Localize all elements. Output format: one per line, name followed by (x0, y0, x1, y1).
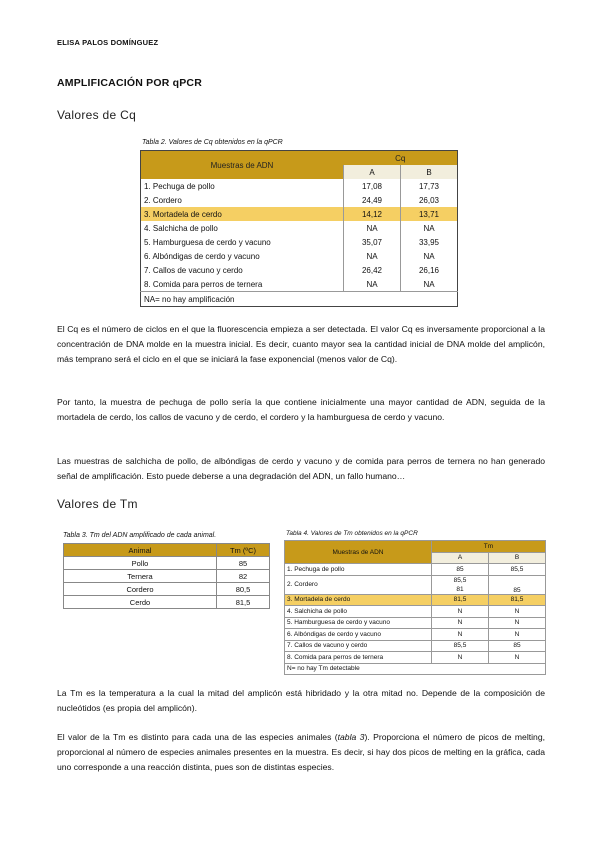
tm-b: 85,5 (489, 564, 546, 576)
table-row (285, 652, 546, 664)
tm-animal-table (63, 543, 270, 609)
sample-name: 7. Callos de vacuno y cerdo (285, 640, 432, 652)
sample-name: 4. Salchicha de pollo (144, 223, 218, 233)
cq-a: 14,12 (344, 207, 401, 221)
cq-a: 26,42 (344, 263, 401, 277)
tm-a: 85 (432, 564, 489, 576)
table-row (285, 575, 546, 594)
animal-name: Ternera (64, 570, 217, 583)
cq-table-sample-header: Muestras de ADN (141, 151, 344, 180)
tm-heading: Valores de Tm (57, 497, 138, 511)
cq-b: 13,71 (401, 207, 458, 221)
tm-a: N (432, 652, 489, 664)
sample-name: 5. Hamburguesa de cerdo y vacuno (144, 237, 271, 247)
table-row (141, 179, 458, 193)
tm-table-group-header: Tm (432, 541, 546, 553)
tm-a-peak-2: 81 (456, 585, 464, 593)
tm-a-peak-1: 85,5 (453, 576, 467, 584)
animal-tm: 81,5 (217, 596, 270, 609)
tm-b: N (489, 617, 546, 629)
animal-tm: 80,5 (217, 583, 270, 596)
tm-table-col-a: A (432, 552, 489, 564)
sample-name: 7. Callos de vacuno y cerdo (144, 265, 243, 275)
tm-table-col-b: B (489, 552, 546, 564)
author-name: ELISA PALOS DOMÍNGUEZ (57, 38, 159, 47)
tm-b: N (489, 606, 546, 618)
table-row (285, 564, 546, 576)
sample-name: 3. Mortadela de cerdo (144, 209, 222, 219)
sample-name: 4. Salchicha de pollo (285, 606, 432, 618)
sample-name: 2. Cordero (285, 575, 432, 594)
table-row (64, 596, 270, 609)
sample-name: 8. Comida para perros de ternera (285, 652, 432, 664)
table-row (285, 617, 546, 629)
table-row (141, 221, 458, 235)
cq-table-footnote: NA= no hay amplificación (141, 292, 458, 307)
sample-name: 2. Cordero (144, 195, 182, 205)
cq-heading: Valores de Cq (57, 108, 137, 122)
cq-table-group-header: Cq (344, 151, 458, 166)
table-row (141, 249, 458, 263)
animal-tm: 82 (217, 570, 270, 583)
table3-caption: Tabla 3. Tm del ADN amplificado de cada animal. (63, 532, 217, 539)
tm-sample-table (284, 540, 546, 675)
cq-b: NA (401, 277, 458, 292)
paragraph-tm-species-ref: tabla 3 (337, 732, 365, 742)
table-row (141, 235, 458, 249)
cq-a: 24,49 (344, 193, 401, 207)
tm-animal-col-tm: Tm (ºC) (217, 544, 270, 557)
table-row (64, 570, 270, 583)
tm-animal-col-animal: Animal (64, 544, 217, 557)
tm-b: 81,5 (489, 594, 546, 606)
cq-b: 33,95 (401, 235, 458, 249)
table-row (285, 629, 546, 641)
sample-name: 1. Pechuga de pollo (285, 564, 432, 576)
tm-a: N (432, 629, 489, 641)
tm-table-footnote: N= no hay Tm detectable (285, 663, 546, 675)
table-row-highlighted (141, 207, 458, 221)
sample-name: 3. Mortadela de cerdo (285, 594, 432, 606)
table4-caption: Tabla 4. Valores de Tm obtenidos en la qPCR (286, 530, 418, 537)
table2-caption: Tabla 2. Valores de Cq obtenidos en la qPCR (142, 139, 283, 146)
tm-b: 85 (489, 640, 546, 652)
tm-a (432, 575, 489, 594)
animal-name: Cordero (64, 583, 217, 596)
tm-table-sample-header: Muestras de ADN (285, 541, 432, 564)
paragraph-tm-definition: La Tm es la temperatura a la cual la mitad del amplicón está hibridado y la otra mitad no. Depende de la composición de nucleótidos (es propia del amplicón). (57, 688, 545, 713)
cq-b: 26,03 (401, 193, 458, 207)
sample-name: 6. Albóndigas de cerdo y vacuno (144, 251, 260, 261)
animal-name: Pollo (64, 557, 217, 570)
tm-a: 85,5 (432, 640, 489, 652)
paragraph-cq-definition: El Cq es el número de ciclos en el que la fluorescencia empieza a ser detectada. El valor Cq es inversamente proporcional a la concentración de DNA molde en la muestra inicial. Es decir, cuanto mayor sea la cantidad inicial de DNA molde del amplicón, más temprano será el ciclo en el que se iniciará la fase exponencial (menos valor de Cq). (57, 324, 545, 364)
table-row (141, 263, 458, 277)
tm-b: N (489, 629, 546, 641)
table-row (141, 277, 458, 292)
cq-b: 17,73 (401, 179, 458, 193)
cq-b: NA (401, 221, 458, 235)
paragraph-cq-interpretation: Por tanto, la muestra de pechuga de pollo sería la que contiene inicialmente una mayor cantidad de ADN, seguida de la mortadela de cerdo, los callos de vacuno y de cerdo, el cordero y la hamburguesa de cerdo y vacuno. (57, 397, 545, 422)
cq-a: 17,08 (344, 179, 401, 193)
cq-b: 26,16 (401, 263, 458, 277)
table-row (141, 193, 458, 207)
table-row (285, 640, 546, 652)
paragraph-tm-species (57, 730, 545, 775)
cq-a: NA (344, 277, 401, 292)
table-row (285, 606, 546, 618)
tm-b: N (489, 652, 546, 664)
section-title: AMPLIFICACIÓN POR qPCR (57, 77, 202, 89)
cq-a: NA (344, 249, 401, 263)
tm-a: N (432, 617, 489, 629)
sample-name: 1. Pechuga de pollo (144, 181, 215, 191)
tm-a: 81,5 (432, 594, 489, 606)
table-row-highlighted (285, 594, 546, 606)
paragraph-tm-species-start: El valor de la Tm es distinto para cada una de las especies animales ( (57, 732, 338, 742)
sample-name: 5. Hamburguesa de cerdo y vacuno (285, 617, 432, 629)
cq-a: 35,07 (344, 235, 401, 249)
cq-table-col-a: A (344, 165, 401, 179)
sample-name: 8. Comida para perros de ternera (144, 279, 263, 289)
tm-b: 85 (489, 575, 546, 594)
animal-tm: 85 (217, 557, 270, 570)
table-row (64, 557, 270, 570)
cq-table-col-b: B (401, 165, 458, 179)
paragraph-no-amplification: Las muestras de salchicha de pollo, de albóndigas de cerdo y vacuno y de comida para perros de ternera no han generado señal de amplificación. Esto puede deberse a una degradación del ADN, un fallo humano… (57, 456, 545, 481)
cq-a: NA (344, 221, 401, 235)
sample-name: 6. Albóndigas de cerdo y vacuno (285, 629, 432, 641)
paragraph-tm-species-end: ). Proporciona el número de picos de melting, proporcional al número de especies animales presentes en la muestra. Es decir, si hay dos picos de melting en la gráfica, cada uno corresponde a una reacción distinta, pues son de distintas especies. (57, 732, 545, 772)
animal-name: Cerdo (64, 596, 217, 609)
cq-table (140, 150, 458, 307)
cq-b: NA (401, 249, 458, 263)
table-row (64, 583, 270, 596)
tm-a: N (432, 606, 489, 618)
